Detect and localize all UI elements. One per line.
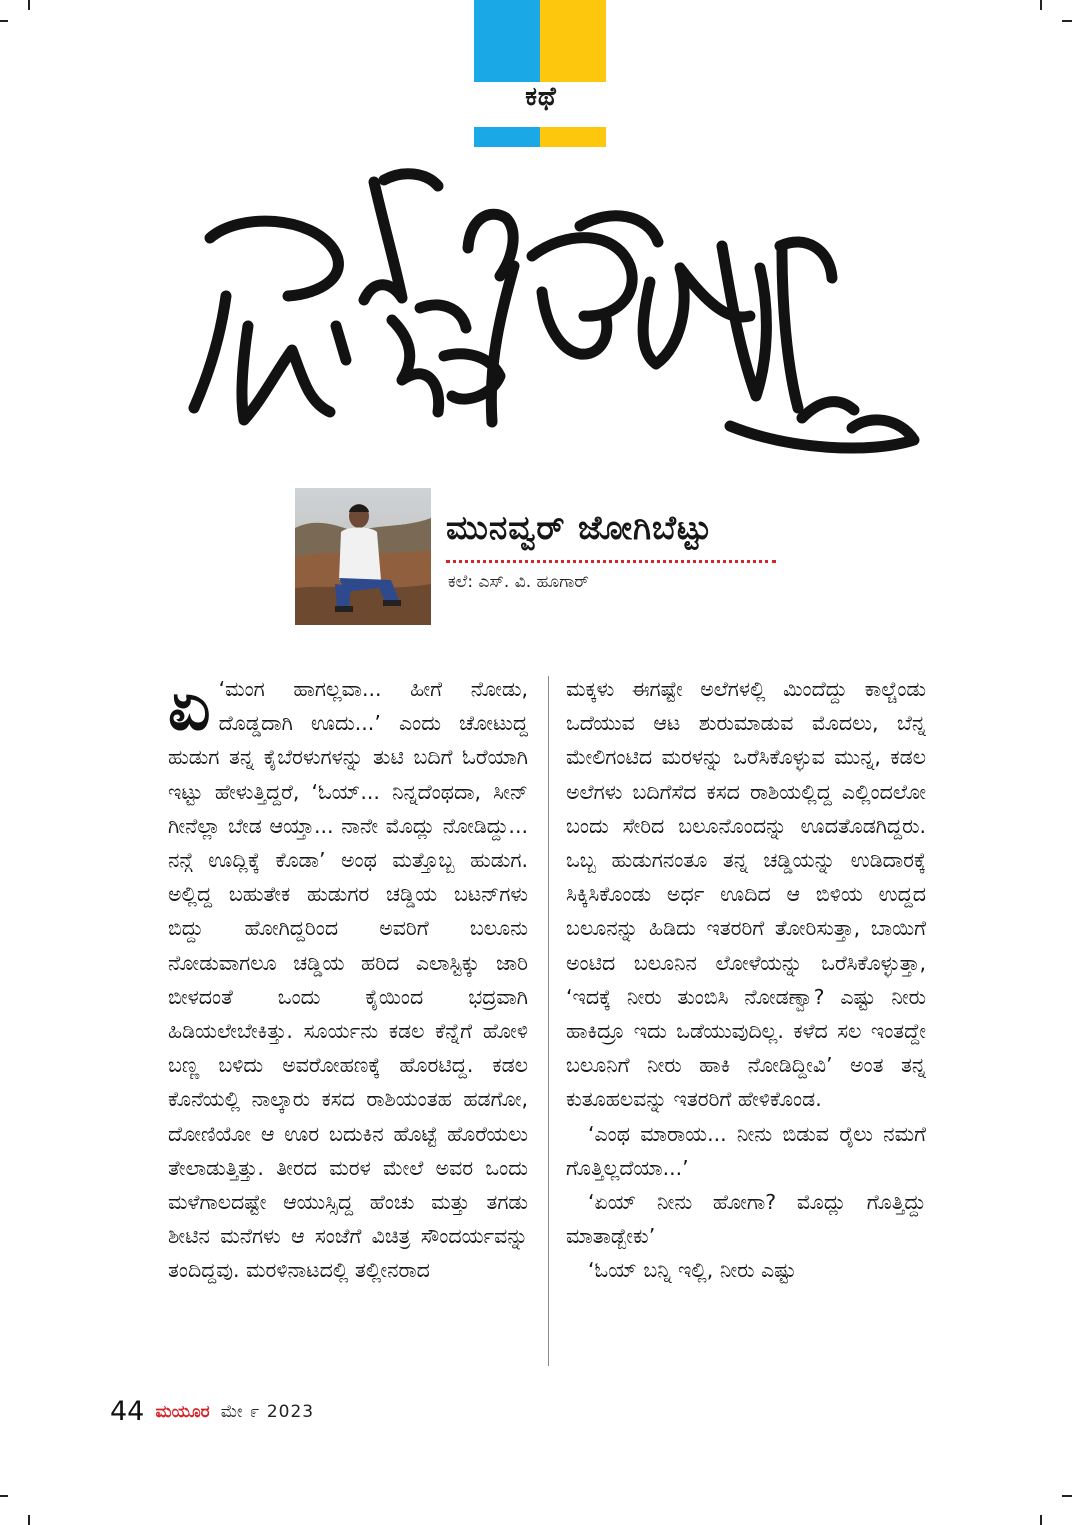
story-paragraph-2: ಮಕ್ಕಳು ಈಗಷ್ಟೇ ಅಲೆಗಳಲ್ಲಿ ಮಿಂದೆದ್ದು ಕಾಲ್ಚೆಂಡು ಒದೆಯುವ ಆಟ ಶುರುಮಾಡುವ ಮೊದಲು, ಬೆನ್ನ ಮೇಲಿಗಂಟಿದ ಮರಳನ್ನು ಒರೆಸಿಕೊಳ್ಳುವ ಮುನ್ನ, ಕಡಲ ಅಲೆಗಳು ಬದಿಗೆಸೆದ ಕಸದ ರಾಶಿಯಲ್ಲಿದ್ದ ಎಲ್ಲಿಂದಲೋ ಬಂದು ಸೇರಿದ ಬಲೂನೊಂದನ್ನು ಊದತೊಡಗಿದ್ದರು. ಒಬ್ಬ ಹುಡುಗನಂತೂ ತನ್ನ ಚಡ್ಡಿಯನ್ನು ಉಡಿದಾರಕ್ಕೆ ಸಿಕ್ಕಿಸಿಕೊಂಡು ಅರ್ಧ ಊದಿದ ಆ ಬಿಳಿಯ ಉದ್ದದ ಬಲೂನನ್ನು ಹಿಡಿದು ಇತರರಿಗೆ ತೋರಿಸುತ್ತಾ, ಬಾಯಿಗೆ ಅಂಟಿದ ಬಲೂನಿನ ಲೋಳೆಯನ್ನು ಒರೆಸಿಕೊಳ್ಳುತ್ತಾ, ‘ಇದಕ್ಕೆ ನೀರು ತುಂಬಿಸಿ ನೋಡಣ್ವಾ? ಎಷ್ಟು ನೀರು ಹಾಕಿದ್ರೂ ಇದು ಒಡೆಯುವುದಿಲ್ಲ. ಕಳೆದ ಸಲ ಇಂತದ್ದೇ ಬಲೂನಿಗೆ ನೀರು ಹಾಕಿ ನೋಡಿದ್ದೀವಿ’ ಅಂತ ತನ್ನ ಕುತೂಹಲವನ್ನು ಇತರರಿಗೆ ಹೇಳಿಕೊಂಡ. [566, 677, 926, 1112]
crop-mark-top-left [28, 0, 30, 10]
story-paragraph-1: ಚೋಟುದ್ದ ಹುಡುಗ ತನ್ನ ಕೈಬೆರಳುಗಳನ್ನು ತುಟಿ ಬದಿಗೆ ಓರೆಯಾಗಿ ಇಟ್ಟು ಹೇಳುತ್ತಿದ್ದರೆ, ‘ಓಯ್... ನಿನ್ನದೆಂಥದಾ, ಸೀನ್ ಗೀನೆಲ್ಲಾ ಬೇಡ ಆಯ್ತಾ... ನಾನೇ ಮೊದ್ಲು ನೋಡಿದ್ದು... ನನ್ಗೆ ಊದ್ಲಿಕ್ಕೆ ಕೊಡಾ’ ಅಂಥ ಮತ್ತೊಬ್ಬ ಹುಡುಗ. ಅಲ್ಲಿದ್ದ ಬಹುತೇಕ ಹುಡುಗರ ಚಡ್ಡಿಯ ಬಟನ್‌ಗಳು ಬಿದ್ದು ಹೋಗಿದ್ದರಿಂದ ಅವರಿಗೆ ಬಲೂನು ನೋಡುವಾಗಲೂ ಚಡ್ಡಿಯ ಹರಿದ ಎಲಾಸ್ಟಿಕ್ಕು ಜಾರಿ ಬೀಳದಂತೆ ಒಂದು ಕೈಯಿಂದ ಭದ್ರವಾಗಿ ಹಿಡಿಯಲೇಬೇಕಿತ್ತು. ಸೂರ್ಯನು ಕಡಲ ಕೆನ್ನೆಗೆ ಹೋಳಿ ಬಣ್ಣ ಬಳಿದು ಅವರೋಹಣಕ್ಕೆ ಹೊರಟಿದ್ದ. ಕಡಲ ಕೊನೆಯಲ್ಲಿ ನಾಲ್ಕಾರು ಕಸದ ರಾಶಿಯಂತಹ ಹಡಗೋ, ದೋಣಿಯೋ ಆ ಊರ ಬದುಕಿನ ಹೊಟ್ಟೆ ಹೊರೆಯಲು ತೇಲಾಡುತ್ತಿತ್ತು. ತೀರದ ಮರಳ ಮೇಲೆ ಅವರ ಒಂದು ಮಳೆಗಾಲದಷ್ಟೇ ಆಯುಸ್ಸಿದ್ದ ಹೆಂಚು ಮತ್ತು ತಗಡು ಶೀಟಿನ ಮನೆಗಳು ಆ ಸಂಜೆಗೆ ವಿಚಿತ್ರ ಸೌಂದರ್ಯವನ್ನು ತಂದಿದ್ದವು. ಮರಳಿನಾಟದಲ್ಲಿ ತಲ್ಲೀನರಾದ [168, 711, 528, 1283]
crop-mark-bottom-left [28, 1515, 30, 1525]
section-block-yellow-top [540, 0, 606, 82]
page-number: 44 [110, 1396, 145, 1427]
issue-date: ಮೇ ೯ 2023 [220, 1401, 315, 1422]
section-block-yellow-bottom [540, 127, 606, 147]
crop-mark-bottom-right [1040, 1515, 1042, 1525]
crop-mark-left-bottom [0, 1495, 8, 1497]
crop-mark-left-top [0, 20, 8, 22]
story-title [170, 150, 930, 480]
story-dialogue-1: ‘ಎಂಥ ಮಾರಾಯ... ನೀನು ಬಿಡುವ ರೈಲು ನಮಗೆ ಗೊತ್ತಿಲ್ಲದೆಯಾ...’ [566, 1121, 926, 1180]
column-divider [548, 676, 549, 1366]
story-dialogue-2: ‘ಏಯ್ ನೀನು ಹೋಗಾ? ಮೊದ್ಲು ಗೊತ್ತಿದ್ದು ಮಾತಾಡ್ಬೇಕು’ [566, 1190, 926, 1249]
author-name: ಮುನವ್ವರ್ ಜೋಗಿಬೆಟ್ಟು [446, 508, 713, 547]
crop-mark-right-bottom [1062, 1495, 1072, 1497]
section-block-blue-top [474, 0, 540, 82]
illustrator-credit: ಕಲೆ: ಎಸ್. ವಿ. ಹೂಗಾರ್ [448, 572, 589, 592]
story-dialogue-3: ‘ಓಯ್ ಬನ್ನಿ ಇಲ್ಲಿ, ನೀರು ಎಷ್ಟು [588, 1258, 797, 1283]
drop-cap: ಏ [168, 672, 211, 745]
story-column-left [168, 672, 528, 1372]
author-name-underline [446, 560, 776, 563]
author-photo [295, 488, 431, 625]
section-label: ಕಥೆ [525, 82, 557, 112]
crop-mark-top-right [1040, 0, 1042, 10]
magazine-name: ಮಯೂರ [155, 1401, 210, 1422]
crop-mark-right-top [1062, 20, 1072, 22]
page-footer [110, 1396, 314, 1427]
section-block-blue-bottom [474, 127, 540, 147]
story-opening: ‘ಮಂಗ ಹಾಗಲ್ಲವಾ... ಹೀಗೆ ನೋಡು, ದೊಡ್ಡದಾಗಿ ಊದು...’ ಎಂದು [218, 677, 528, 736]
story-column-right [566, 672, 926, 1372]
